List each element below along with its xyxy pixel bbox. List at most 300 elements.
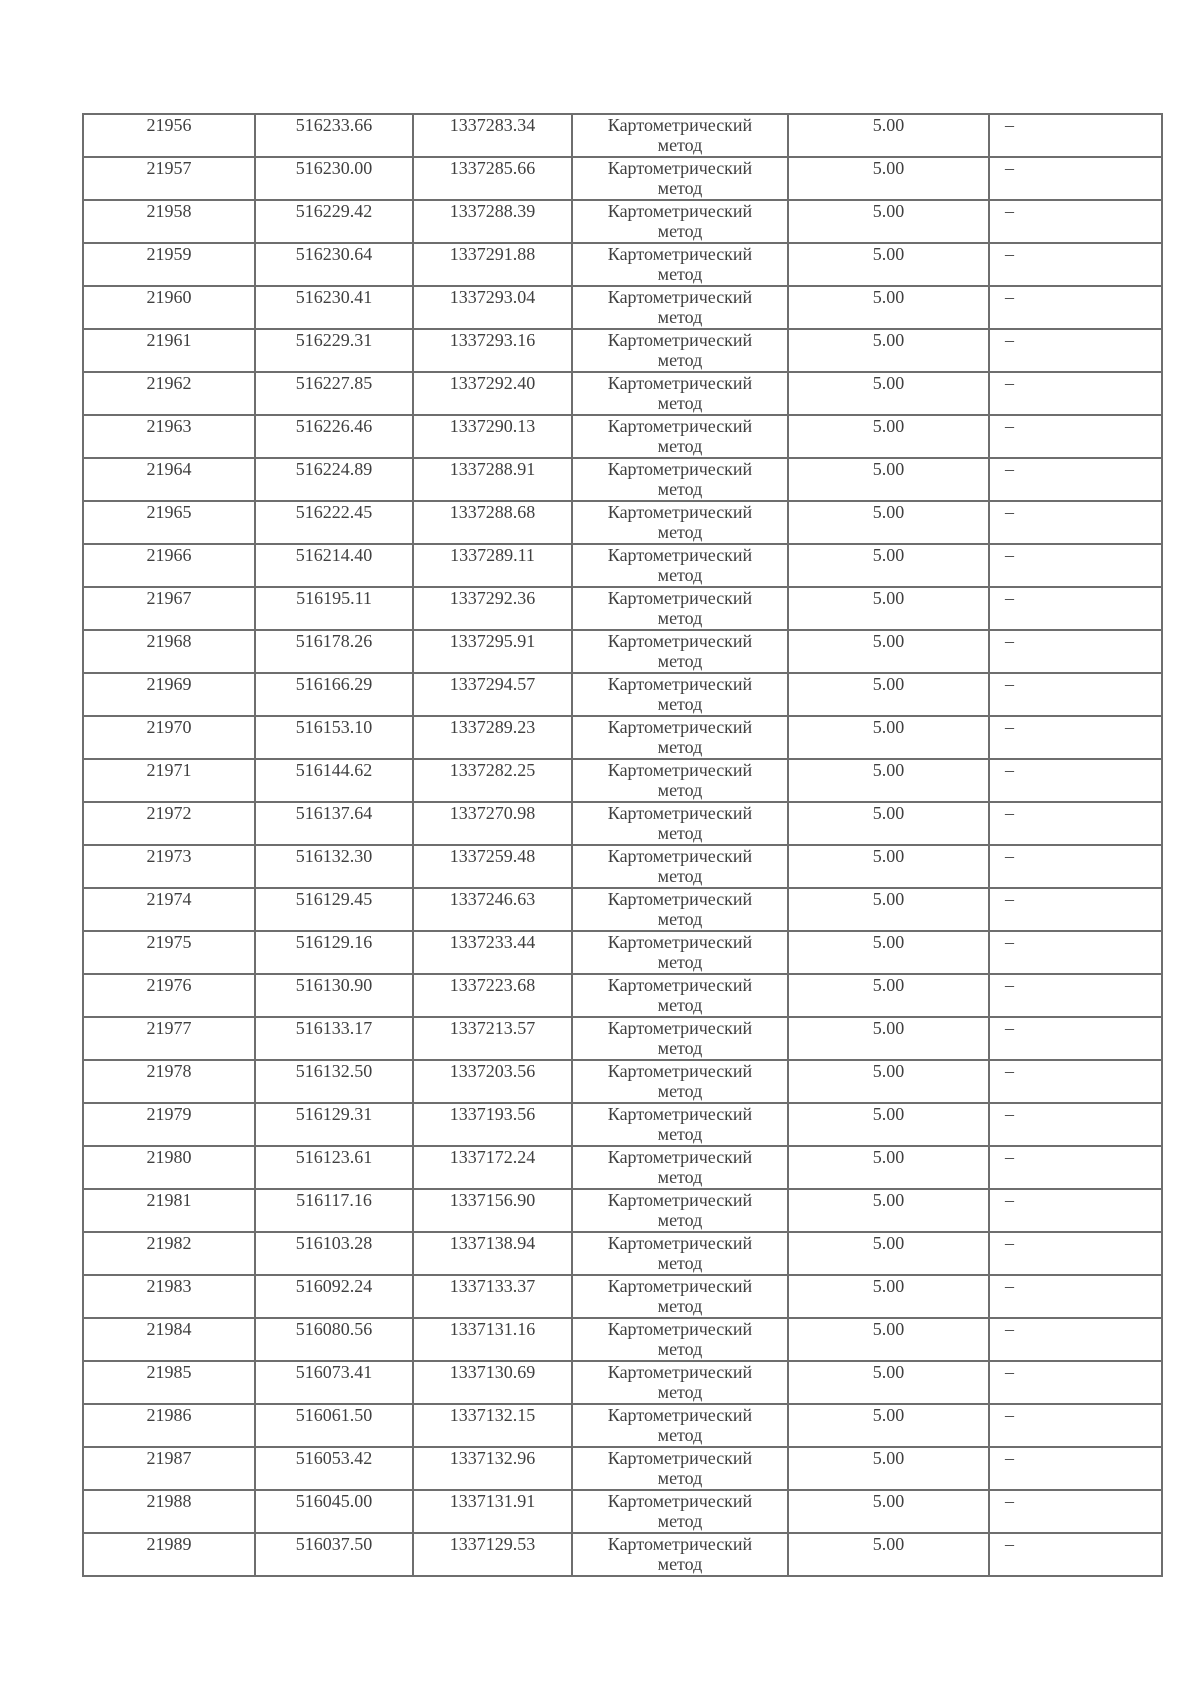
note-dash: –	[1005, 545, 1014, 565]
x-coordinate-cell	[255, 243, 413, 286]
accuracy-value: 5.00	[872, 244, 905, 264]
accuracy-cell	[788, 716, 989, 759]
x-coordinate: 516103.28	[295, 1233, 373, 1253]
table-row	[83, 372, 1162, 415]
x-coordinate-cell	[255, 1232, 413, 1275]
x-coordinate-cell	[255, 673, 413, 716]
method-text: Картометрический метод	[607, 1147, 753, 1187]
accuracy-cell	[788, 1404, 989, 1447]
note-cell	[989, 415, 1162, 458]
point-number: 21961	[146, 330, 192, 350]
x-coordinate: 516053.42	[295, 1448, 373, 1468]
x-coordinate: 516132.50	[295, 1061, 373, 1081]
note-cell	[989, 673, 1162, 716]
note-dash: –	[1005, 244, 1014, 264]
note-dash: –	[1005, 1448, 1014, 1468]
y-coordinate: 1337289.11	[450, 545, 535, 565]
point-number-cell	[83, 415, 255, 458]
point-number-cell	[83, 1017, 255, 1060]
y-coordinate: 1337293.04	[449, 287, 536, 307]
point-number: 21980	[146, 1147, 192, 1167]
table-row	[83, 1275, 1162, 1318]
x-coordinate-cell	[255, 1146, 413, 1189]
x-coordinate-cell	[255, 114, 413, 157]
y-coordinate-cell	[413, 1404, 572, 1447]
method-text: Картометрический метод	[607, 502, 753, 542]
point-number: 21974	[146, 889, 192, 909]
y-coordinate-cell	[413, 157, 572, 200]
note-dash: –	[1005, 1190, 1014, 1210]
x-coordinate: 516224.89	[295, 459, 373, 479]
point-number-cell	[83, 1060, 255, 1103]
accuracy-value: 5.00	[872, 1233, 905, 1253]
table-row	[83, 888, 1162, 931]
accuracy-value: 5.00	[872, 1276, 905, 1296]
point-number-cell	[83, 845, 255, 888]
note-dash: –	[1005, 588, 1014, 608]
x-coordinate-cell	[255, 630, 413, 673]
accuracy-value: 5.00	[872, 545, 905, 565]
x-coordinate-cell	[255, 845, 413, 888]
method-cell	[572, 415, 788, 458]
accuracy-cell	[788, 1189, 989, 1232]
method-text: Картометрический метод	[607, 287, 753, 327]
x-coordinate: 516178.26	[295, 631, 373, 651]
table-row	[83, 157, 1162, 200]
y-coordinate-cell	[413, 501, 572, 544]
y-coordinate: 1337270.98	[449, 803, 536, 823]
note-dash: –	[1005, 1061, 1014, 1081]
point-number-cell	[83, 243, 255, 286]
note-dash: –	[1005, 459, 1014, 479]
accuracy-value: 5.00	[872, 1405, 905, 1425]
x-coordinate: 516214.40	[295, 545, 373, 565]
method-cell	[572, 1490, 788, 1533]
table-row	[83, 587, 1162, 630]
note-cell	[989, 372, 1162, 415]
y-coordinate-cell	[413, 372, 572, 415]
accuracy-value: 5.00	[872, 1319, 905, 1339]
y-coordinate-cell	[413, 200, 572, 243]
accuracy-cell	[788, 888, 989, 931]
point-number: 21963	[146, 416, 192, 436]
point-number: 21970	[146, 717, 192, 737]
note-dash: –	[1005, 1362, 1014, 1382]
method-cell	[572, 931, 788, 974]
table-row	[83, 845, 1162, 888]
y-coordinate-cell	[413, 458, 572, 501]
method-cell	[572, 974, 788, 1017]
accuracy-value: 5.00	[872, 416, 905, 436]
x-coordinate-cell	[255, 1103, 413, 1146]
note-cell	[989, 931, 1162, 974]
accuracy-cell	[788, 673, 989, 716]
y-coordinate-cell	[413, 329, 572, 372]
point-number-cell	[83, 114, 255, 157]
accuracy-cell	[788, 1017, 989, 1060]
accuracy-value: 5.00	[872, 1491, 905, 1511]
note-cell	[989, 200, 1162, 243]
table-row	[83, 1189, 1162, 1232]
note-dash: –	[1005, 846, 1014, 866]
y-coordinate-cell	[413, 1189, 572, 1232]
method-cell	[572, 759, 788, 802]
x-coordinate: 516230.00	[295, 158, 373, 178]
table-row	[83, 1017, 1162, 1060]
x-coordinate: 516195.11	[296, 588, 372, 608]
accuracy-value: 5.00	[872, 115, 905, 135]
method-cell	[572, 200, 788, 243]
method-cell	[572, 1232, 788, 1275]
table-row	[83, 243, 1162, 286]
x-coordinate-cell	[255, 1404, 413, 1447]
x-coordinate-cell	[255, 501, 413, 544]
note-cell	[989, 1361, 1162, 1404]
accuracy-value: 5.00	[872, 588, 905, 608]
accuracy-value: 5.00	[872, 631, 905, 651]
y-coordinate: 1337223.68	[449, 975, 536, 995]
method-cell	[572, 372, 788, 415]
table-row	[83, 1232, 1162, 1275]
x-coordinate: 516144.62	[295, 760, 373, 780]
point-number-cell	[83, 673, 255, 716]
y-coordinate-cell	[413, 587, 572, 630]
method-text: Картометрический метод	[607, 201, 753, 241]
table-row	[83, 1447, 1162, 1490]
note-cell	[989, 974, 1162, 1017]
point-number: 21982	[146, 1233, 192, 1253]
point-number-cell	[83, 1533, 255, 1576]
x-coordinate-cell	[255, 1447, 413, 1490]
point-number: 21975	[146, 932, 192, 952]
x-coordinate: 516227.85	[295, 373, 373, 393]
x-coordinate: 516166.29	[295, 674, 373, 694]
y-coordinate-cell	[413, 1533, 572, 1576]
method-cell	[572, 286, 788, 329]
accuracy-cell	[788, 114, 989, 157]
method-text: Картометрический метод	[607, 1362, 753, 1402]
x-coordinate: 516092.24	[295, 1276, 373, 1296]
y-coordinate-cell	[413, 802, 572, 845]
point-number-cell	[83, 716, 255, 759]
table-row	[83, 114, 1162, 157]
accuracy-value: 5.00	[872, 1448, 905, 1468]
accuracy-cell	[788, 1060, 989, 1103]
accuracy-cell	[788, 1361, 989, 1404]
accuracy-cell	[788, 1146, 989, 1189]
note-cell	[989, 114, 1162, 157]
point-number: 21957	[146, 158, 192, 178]
note-dash: –	[1005, 1147, 1014, 1167]
method-text: Картометрический метод	[607, 115, 753, 155]
method-cell	[572, 501, 788, 544]
method-cell	[572, 1275, 788, 1318]
x-coordinate: 516073.41	[295, 1362, 373, 1382]
y-coordinate-cell	[413, 759, 572, 802]
point-number-cell	[83, 544, 255, 587]
x-coordinate-cell	[255, 1189, 413, 1232]
point-number: 21978	[146, 1061, 192, 1081]
x-coordinate: 516233.66	[295, 115, 373, 135]
x-coordinate-cell	[255, 458, 413, 501]
method-cell	[572, 114, 788, 157]
y-coordinate-cell	[413, 1017, 572, 1060]
note-dash: –	[1005, 1104, 1014, 1124]
y-coordinate-cell	[413, 243, 572, 286]
table-row	[83, 1146, 1162, 1189]
table-row	[83, 759, 1162, 802]
y-coordinate: 1337131.91	[449, 1491, 536, 1511]
x-coordinate-cell	[255, 544, 413, 587]
y-coordinate: 1337213.57	[449, 1018, 536, 1038]
y-coordinate: 1337133.37	[449, 1276, 536, 1296]
x-coordinate: 516229.31	[295, 330, 373, 350]
note-cell	[989, 845, 1162, 888]
accuracy-value: 5.00	[872, 1190, 905, 1210]
note-cell	[989, 759, 1162, 802]
point-number: 21967	[146, 588, 192, 608]
accuracy-value: 5.00	[872, 459, 905, 479]
x-coordinate-cell	[255, 329, 413, 372]
note-cell	[989, 587, 1162, 630]
x-coordinate-cell	[255, 415, 413, 458]
point-number: 21988	[146, 1491, 192, 1511]
note-dash: –	[1005, 158, 1014, 178]
y-coordinate: 1337290.13	[449, 416, 536, 436]
method-text: Картометрический метод	[607, 674, 753, 714]
accuracy-cell	[788, 1232, 989, 1275]
table-row	[83, 974, 1162, 1017]
point-number: 21972	[146, 803, 192, 823]
accuracy-value: 5.00	[872, 158, 905, 178]
method-text: Картометрический метод	[607, 631, 753, 671]
x-coordinate: 516230.64	[295, 244, 373, 264]
y-coordinate-cell	[413, 931, 572, 974]
accuracy-value: 5.00	[872, 1147, 905, 1167]
x-coordinate: 516129.31	[295, 1104, 373, 1124]
note-dash: –	[1005, 717, 1014, 737]
note-dash: –	[1005, 330, 1014, 350]
accuracy-cell	[788, 759, 989, 802]
y-coordinate: 1337233.44	[449, 932, 536, 952]
method-text: Картометрический метод	[607, 717, 753, 757]
y-coordinate-cell	[413, 888, 572, 931]
accuracy-value: 5.00	[872, 502, 905, 522]
method-text: Картометрический метод	[607, 975, 753, 1015]
point-number-cell	[83, 157, 255, 200]
method-cell	[572, 673, 788, 716]
point-number: 21960	[146, 287, 192, 307]
point-number-cell	[83, 1490, 255, 1533]
method-cell	[572, 1404, 788, 1447]
note-cell	[989, 1318, 1162, 1361]
method-cell	[572, 1533, 788, 1576]
method-cell	[572, 1060, 788, 1103]
accuracy-cell	[788, 501, 989, 544]
accuracy-cell	[788, 243, 989, 286]
method-text: Картометрический метод	[607, 244, 753, 284]
note-dash: –	[1005, 201, 1014, 221]
y-coordinate: 1337293.16	[449, 330, 536, 350]
accuracy-value: 5.00	[872, 1362, 905, 1382]
table-row	[83, 200, 1162, 243]
accuracy-value: 5.00	[872, 330, 905, 350]
accuracy-cell	[788, 1103, 989, 1146]
method-text: Картометрический метод	[607, 330, 753, 370]
method-cell	[572, 802, 788, 845]
y-coordinate: 1337156.90	[449, 1190, 536, 1210]
y-coordinate: 1337294.57	[449, 674, 536, 694]
point-number: 21966	[146, 545, 192, 565]
y-coordinate-cell	[413, 1232, 572, 1275]
point-number: 21958	[146, 201, 192, 221]
accuracy-value: 5.00	[872, 760, 905, 780]
y-coordinate: 1337193.56	[449, 1104, 536, 1124]
x-coordinate-cell	[255, 802, 413, 845]
point-number-cell	[83, 587, 255, 630]
method-text: Картометрический метод	[607, 889, 753, 929]
x-coordinate: 516132.30	[295, 846, 373, 866]
note-cell	[989, 501, 1162, 544]
accuracy-cell	[788, 458, 989, 501]
x-coordinate-cell	[255, 157, 413, 200]
y-coordinate-cell	[413, 1103, 572, 1146]
point-number: 21986	[146, 1405, 192, 1425]
y-coordinate-cell	[413, 1318, 572, 1361]
method-cell	[572, 716, 788, 759]
note-cell	[989, 1275, 1162, 1318]
table-row	[83, 1490, 1162, 1533]
note-cell	[989, 1533, 1162, 1576]
method-cell	[572, 1447, 788, 1490]
point-number: 21965	[146, 502, 192, 522]
note-cell	[989, 243, 1162, 286]
x-coordinate: 516230.41	[295, 287, 373, 307]
note-dash: –	[1005, 760, 1014, 780]
x-coordinate: 516080.56	[295, 1319, 373, 1339]
y-coordinate: 1337138.94	[449, 1233, 536, 1253]
point-number: 21985	[146, 1362, 192, 1382]
accuracy-cell	[788, 587, 989, 630]
point-number-cell	[83, 1232, 255, 1275]
y-coordinate-cell	[413, 114, 572, 157]
y-coordinate-cell	[413, 1490, 572, 1533]
point-number: 21979	[146, 1104, 192, 1124]
point-number-cell	[83, 1318, 255, 1361]
point-number-cell	[83, 1103, 255, 1146]
y-coordinate-cell	[413, 673, 572, 716]
note-dash: –	[1005, 932, 1014, 952]
accuracy-cell	[788, 1490, 989, 1533]
note-cell	[989, 1404, 1162, 1447]
table-row	[83, 1361, 1162, 1404]
y-coordinate-cell	[413, 1146, 572, 1189]
note-cell	[989, 1189, 1162, 1232]
accuracy-cell	[788, 415, 989, 458]
x-coordinate: 516129.45	[295, 889, 373, 909]
method-text: Картометрический метод	[607, 1233, 753, 1273]
x-coordinate-cell	[255, 1060, 413, 1103]
y-coordinate-cell	[413, 1361, 572, 1404]
x-coordinate-cell	[255, 1533, 413, 1576]
accuracy-value: 5.00	[872, 674, 905, 694]
note-dash: –	[1005, 1233, 1014, 1253]
x-coordinate-cell	[255, 1490, 413, 1533]
y-coordinate: 1337289.23	[449, 717, 536, 737]
note-dash: –	[1005, 803, 1014, 823]
accuracy-cell	[788, 1318, 989, 1361]
accuracy-value: 5.00	[872, 201, 905, 221]
method-text: Картометрический метод	[607, 1448, 753, 1488]
point-number-cell	[83, 501, 255, 544]
y-coordinate-cell	[413, 716, 572, 759]
note-dash: –	[1005, 287, 1014, 307]
point-number-cell	[83, 1447, 255, 1490]
y-coordinate: 1337285.66	[449, 158, 536, 178]
note-cell	[989, 1060, 1162, 1103]
method-cell	[572, 1103, 788, 1146]
point-number-cell	[83, 1404, 255, 1447]
method-cell	[572, 1189, 788, 1232]
point-number: 21969	[146, 674, 192, 694]
accuracy-cell	[788, 286, 989, 329]
table-row	[83, 1533, 1162, 1576]
y-coordinate-cell	[413, 1447, 572, 1490]
x-coordinate-cell	[255, 1275, 413, 1318]
note-dash: –	[1005, 502, 1014, 522]
table-row	[83, 458, 1162, 501]
method-cell	[572, 329, 788, 372]
method-text: Картометрический метод	[607, 373, 753, 413]
y-coordinate-cell	[413, 544, 572, 587]
point-number: 21983	[146, 1276, 192, 1296]
method-cell	[572, 587, 788, 630]
point-number: 21968	[146, 631, 192, 651]
method-text: Картометрический метод	[607, 1534, 753, 1574]
x-coordinate-cell	[255, 200, 413, 243]
x-coordinate: 516222.45	[295, 502, 373, 522]
y-coordinate: 1337292.40	[449, 373, 536, 393]
point-number: 21962	[146, 373, 192, 393]
note-dash: –	[1005, 115, 1014, 135]
x-coordinate: 516137.64	[295, 803, 373, 823]
note-cell	[989, 1232, 1162, 1275]
x-coordinate: 516037.50	[295, 1534, 373, 1554]
x-coordinate-cell	[255, 974, 413, 1017]
point-number-cell	[83, 1361, 255, 1404]
table-row	[83, 931, 1162, 974]
method-text: Картометрический метод	[607, 760, 753, 800]
y-coordinate-cell	[413, 1060, 572, 1103]
x-coordinate-cell	[255, 759, 413, 802]
point-number-cell	[83, 1275, 255, 1318]
note-dash: –	[1005, 1405, 1014, 1425]
point-number: 21989	[146, 1534, 192, 1554]
point-number: 21973	[146, 846, 192, 866]
note-cell	[989, 329, 1162, 372]
y-coordinate-cell	[413, 1275, 572, 1318]
point-number-cell	[83, 974, 255, 1017]
y-coordinate: 1337283.34	[449, 115, 536, 135]
y-coordinate: 1337172.24	[449, 1147, 536, 1167]
x-coordinate: 516045.00	[295, 1491, 373, 1511]
point-number-cell	[83, 888, 255, 931]
method-text: Картометрический метод	[607, 158, 753, 198]
note-cell	[989, 1146, 1162, 1189]
method-cell	[572, 243, 788, 286]
method-cell	[572, 1361, 788, 1404]
point-number-cell	[83, 802, 255, 845]
